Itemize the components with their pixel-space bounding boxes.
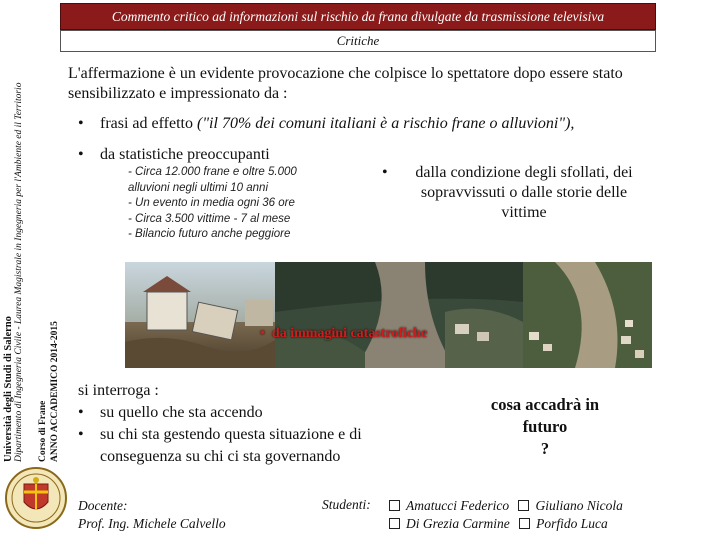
checkbox-icon (389, 518, 400, 529)
caption-bullet: • (260, 326, 272, 341)
catastrophe-photos (125, 262, 652, 368)
photos-caption-text: da immagini catastrofiche (271, 326, 428, 341)
question-item (78, 424, 362, 446)
bullet-statistics-text: da statistiche preoccupanti (100, 146, 270, 163)
question-item-text: su quello che sta accendo (100, 404, 263, 421)
question-item-text: conseguenza su chi ci sta governando (100, 448, 341, 465)
docente-block (78, 497, 226, 533)
statistics-list (128, 165, 358, 243)
student-name: Porfido Luca (536, 516, 608, 531)
question-item-text: su chi sta gestendo questa situazione e di (100, 426, 362, 443)
academic-year-label: ANNO ACCADEMICO 2014-2015 (50, 321, 60, 462)
intro-paragraph: L'affermazione è un evidente provocazione che colpisce lo spettatore dopo essere stato sensibilizzato e impressionato da : (68, 65, 623, 102)
students-row (389, 515, 623, 533)
student-name: Amatucci Federico (406, 498, 510, 513)
bullet-phrases-quote: ("il 70% dei comuni italiani è a rischio frane o alluvioni"), (197, 115, 575, 132)
bullet-phrases (78, 115, 698, 133)
bullet-statistics (78, 146, 270, 164)
students-list (389, 497, 623, 533)
bullet-dot: • (78, 115, 84, 132)
question-item (78, 402, 362, 424)
bullet-dot: • (78, 146, 84, 163)
slide-subtitle: Critiche (60, 30, 656, 52)
docente-name: Prof. Ing. Michele Calvello (78, 516, 226, 531)
student-name: Di Grezia Carmine (406, 516, 510, 531)
bullet-dot: • (382, 164, 388, 181)
sidebar (0, 0, 78, 540)
docente-label: Docente: (78, 498, 128, 513)
future-line: futuro (522, 417, 568, 436)
course-label: Corso di Frane (38, 400, 48, 462)
slide-title: Commento critico ad informazioni sul rischio da frana divulgate da trasmissione televisiva (60, 3, 656, 30)
students-row (389, 497, 623, 515)
university-seal-icon (4, 466, 68, 530)
university-label: Università degli Studi di Salerno (3, 316, 14, 462)
department-label: Dipartimento di Ingegneria Civile - Laurea Magistrale in Ingegneria per l'Ambiente ed il Territorio (14, 82, 24, 462)
stat-line: - Bilancio futuro anche peggiore (128, 228, 291, 240)
future-question (470, 394, 620, 460)
stat-line: - Circa 3.500 vittime - 7 al mese (128, 212, 291, 225)
future-line: cosa accadrà in (490, 395, 600, 414)
stat-line: - Circa 12.000 frane e oltre 5.000 (128, 166, 297, 178)
photos-caption (260, 326, 427, 342)
question-item-continuation (78, 446, 362, 468)
photo-collapsed-house (125, 262, 275, 368)
photo-town-landslide (523, 262, 652, 368)
student-name: Giuliano Nicola (535, 498, 623, 513)
bullet-victims-text: dalla condizione degli sfollati, dei sopravvissuti o dalle storie delle vittime (415, 164, 633, 221)
question-lead: si interroga : (78, 382, 159, 399)
photo-landslide (275, 262, 523, 368)
checkbox-icon (389, 500, 400, 511)
bullet-dot: • (78, 426, 84, 443)
bullet-phrases-text: frasi ad effetto (100, 115, 197, 132)
checkbox-icon (518, 500, 529, 511)
stat-line: - Un evento in media ogni 36 ore (128, 197, 295, 209)
bullet-dot: • (78, 404, 84, 421)
checkbox-icon (519, 518, 530, 529)
stat-line: alluvioni negli ultimi 10 anni (128, 181, 268, 194)
studenti-label: Studenti: (322, 497, 371, 512)
future-line: ? (540, 439, 550, 458)
question-block (78, 380, 362, 468)
